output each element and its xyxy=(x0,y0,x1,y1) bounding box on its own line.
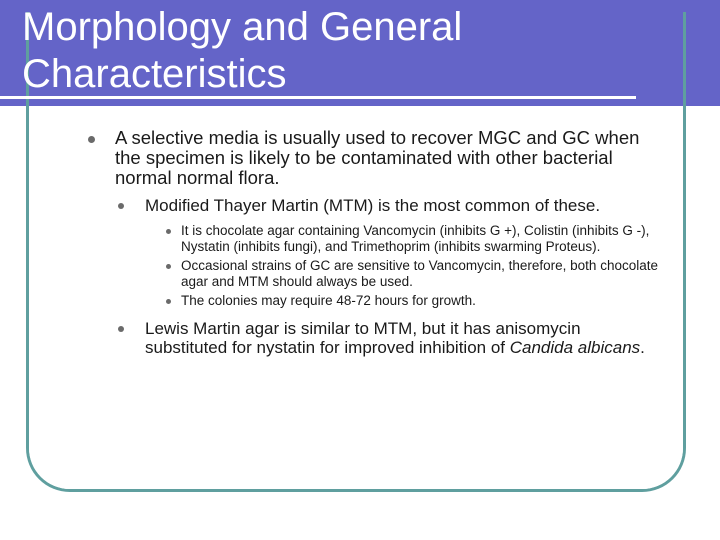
bullet-dot-icon xyxy=(118,203,124,209)
bullet-item-level1 xyxy=(60,128,660,188)
bullet-item-level2 xyxy=(60,319,660,357)
bullet-dot-icon xyxy=(166,264,171,269)
bullet-item-level3 xyxy=(60,258,660,290)
bullet-dot-icon xyxy=(166,229,171,234)
bullet-item-level3 xyxy=(60,223,660,255)
title-line-2: Characteristics xyxy=(22,52,287,96)
bullet-list xyxy=(60,128,660,363)
bullet-dot-icon xyxy=(166,299,171,304)
bullet-text: It is chocolate agar containing Vancomycin (inhibits G +), Colistin (inhibits G -), Nystatin (inhibits fungi), and Trimethoprim (inhibits swarming Proteus). xyxy=(181,223,650,254)
bullet-text-main: Lewis Martin agar is similar to MTM, but it has anisomycin substituted for nystatin for improved inhibition of xyxy=(145,319,581,357)
bullet-text xyxy=(145,319,645,357)
bullet-item-level2 xyxy=(60,196,660,215)
bullet-text: A selective media is usually used to recover MGC and GC when the specimen is likely to be contaminated with other bacterial normal normal flora. xyxy=(115,127,640,188)
bullet-dot-icon xyxy=(88,136,95,143)
slide-title xyxy=(22,4,642,98)
bullet-text: Modified Thayer Martin (MTM) is the most common of these. xyxy=(145,196,601,215)
title-underline xyxy=(0,96,636,99)
bullet-dot-icon xyxy=(118,326,124,332)
bullet-item-level3 xyxy=(60,293,660,309)
title-line-1: Morphology and General xyxy=(22,5,463,49)
bullet-text-italic: Candida albicans xyxy=(509,338,641,357)
bullet-text: Occasional strains of GC are sensitive to Vancomycin, therefore, both chocolate agar and MTM should always be used. xyxy=(181,258,658,289)
bullet-text-end: . xyxy=(640,338,645,357)
bullet-text: The colonies may require 48-72 hours for growth. xyxy=(181,293,476,308)
